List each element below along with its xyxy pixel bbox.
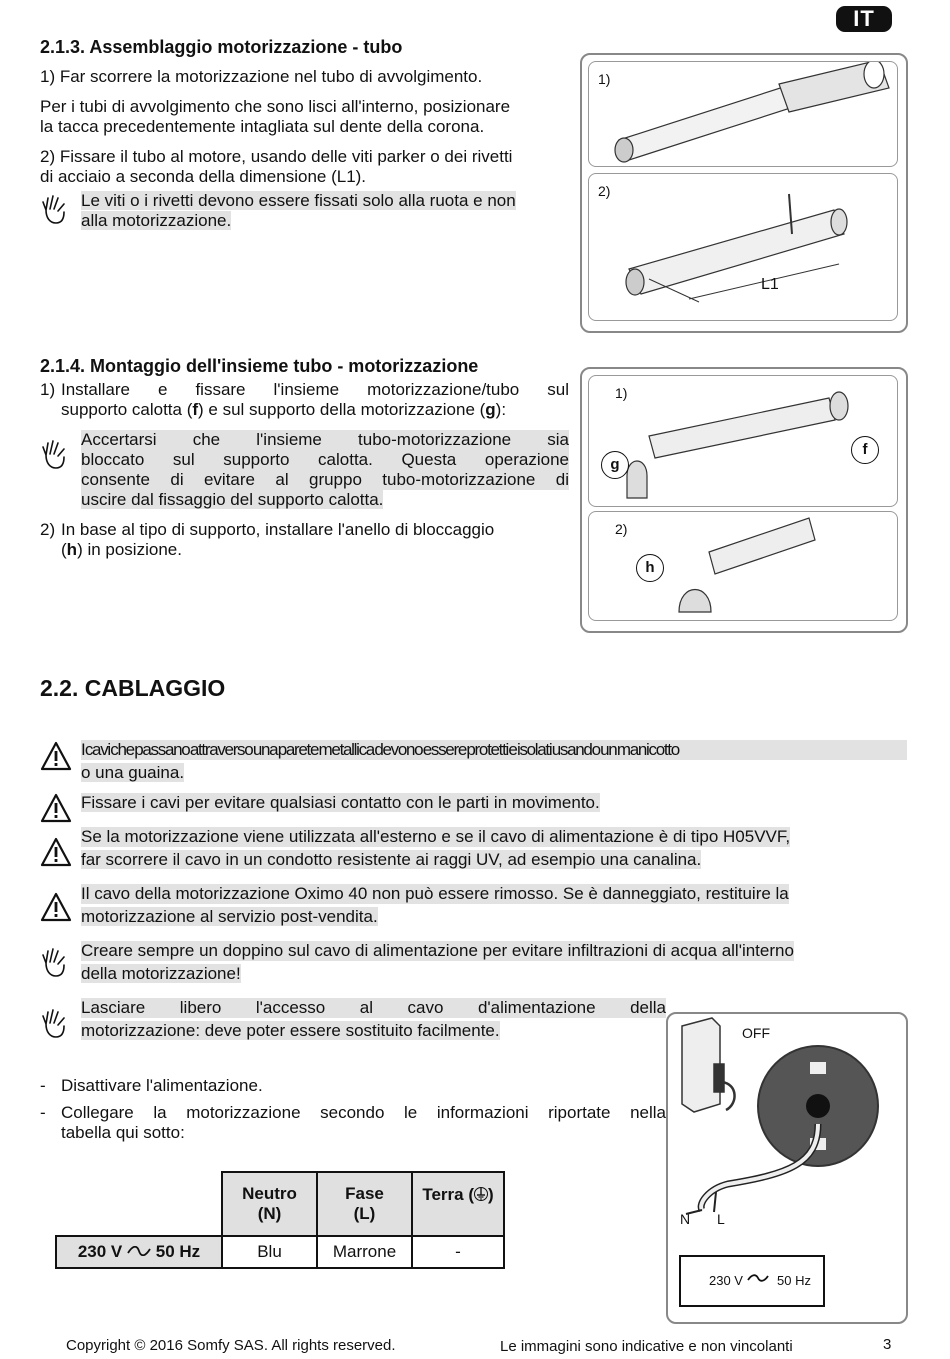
callout-f: f	[851, 436, 879, 464]
hand-icon	[40, 1006, 72, 1040]
tube-fixing-illustration	[589, 174, 897, 320]
paragraph: 1) Far scorrere la motorizzazione nel tubo di avvolgimento.	[40, 67, 483, 86]
note-text: della motorizzazione!	[81, 964, 241, 983]
dimension-label: L1	[761, 276, 779, 293]
warning-text: Il cavo della motorizzazione Oximo 40 non può essere rimosso. Se è danneggiato, restituire la	[81, 884, 789, 903]
section-title-2-1-3: 2.1.3. Assemblaggio motorizzazione - tubo	[40, 37, 403, 57]
callout-g: g	[601, 451, 629, 479]
warning-icon	[40, 892, 72, 922]
warning-text: motorizzazione al servizio post-vendita.	[81, 907, 378, 926]
table-header-fase: Fase (L)	[317, 1172, 412, 1236]
tube-insertion-illustration	[589, 62, 897, 166]
table-corner	[56, 1172, 222, 1236]
table-header-terra: Terra ( )	[412, 1172, 504, 1236]
wire-l-label: L	[717, 1211, 725, 1227]
note-text: bloccato sul supporto calotta. Questa operazione	[81, 450, 569, 469]
list-number: 1)	[40, 380, 56, 399]
figure-panel-step-2	[588, 173, 898, 321]
table-row-label: 230 V 50 Hz	[56, 1236, 222, 1268]
hand-icon	[40, 945, 72, 979]
footer-copyright: Copyright © 2016 Somfy SAS. All rights reserved.	[66, 1337, 396, 1354]
figure-panel-step-1	[588, 61, 898, 167]
note-text: uscire dal fissaggio del supporto calotta.	[81, 490, 384, 509]
note-text: motorizzazione: deve poter essere sostituito facilmente.	[81, 1021, 500, 1040]
figure-step-label: 2)	[598, 183, 611, 199]
note-text: Creare sempre un doppino sul cavo di alimentazione per evitare infiltrazioni di acqua all'interno	[81, 941, 794, 960]
warning-text: far scorrere il cavo in un condotto resistente ai raggi UV, ad esempio una canalina.	[81, 850, 702, 869]
note-text: Le viti o i rivetti devono essere fissati solo alla ruota e non	[81, 191, 516, 210]
figure-step-label: 1)	[615, 385, 628, 401]
section-title-2-2: 2.2. CABLAGGIO	[40, 675, 226, 701]
warning-icon	[40, 793, 72, 823]
list-item-text: supporto calotta (f) e sul supporto della motorizzazione (g):	[61, 400, 507, 419]
paragraph: 2) Fissare il tubo al motore, usando delle viti parker o dei rivetti	[40, 147, 513, 166]
warning-text: Se la motorizzazione viene utilizzata all'esterno e se il cavo di alimentazione è di tipo H05VVF,	[81, 827, 791, 846]
table-cell-terra: -	[412, 1236, 504, 1268]
wiring-table	[55, 1171, 505, 1269]
table-cell-neutro: Blu	[222, 1236, 317, 1268]
figure-step-label: 2)	[615, 521, 628, 537]
voltage-label: 230 V	[709, 1273, 743, 1288]
figure-off-label: OFF	[742, 1025, 770, 1041]
warning-icon	[40, 741, 72, 771]
language-badge: IT	[836, 6, 892, 32]
mounting-illustration	[589, 376, 897, 506]
figure-panel-step-1	[588, 375, 898, 507]
list-item-text: In base al tipo di supporto, installare l'anello di bloccaggio	[61, 520, 495, 539]
page-number: 3	[883, 1336, 892, 1353]
figure-tube-motor-mounting	[580, 367, 908, 633]
bullet-text: tabella qui sotto:	[61, 1123, 185, 1142]
wire-n-label: N	[680, 1211, 691, 1227]
warning-text: I cavi che passano attraverso una parete metallica devono essere protetti e isolati usando un manicotto	[81, 740, 907, 760]
figure-motor-tube-assembly	[580, 53, 908, 333]
warning-icon	[40, 837, 72, 867]
figure-panel-step-2	[588, 511, 898, 621]
footer-disclaimer: Le immagini sono indicative e non vincolanti	[500, 1338, 793, 1355]
paragraph: la tacca precedentemente intagliata sul dente della corona.	[40, 117, 485, 136]
figure-wiring	[666, 1012, 908, 1324]
list-item-text: Installare e fissare l'insieme motorizzazione/tubo sul	[61, 380, 569, 399]
bullet-dash: -	[40, 1076, 46, 1095]
ac-tilde-icon	[127, 1246, 151, 1256]
list-number: 2)	[40, 520, 56, 539]
note-text: alla motorizzazione.	[81, 211, 232, 230]
section-title-2-1-4: 2.1.4. Montaggio dell'insieme tubo - motorizzazione	[40, 356, 479, 376]
warning-text: o una guaina.	[81, 763, 185, 782]
frequency-label: 50 Hz	[777, 1273, 811, 1288]
table-header-neutro: Neutro (N)	[222, 1172, 317, 1236]
note-text: Lasciare libero l'accesso al cavo d'alimentazione della	[81, 998, 666, 1017]
callout-h: h	[636, 554, 664, 582]
figure-step-label: 1)	[598, 71, 611, 87]
table-cell-fase: Marrone	[317, 1236, 412, 1268]
hand-icon	[40, 437, 72, 471]
hand-icon	[40, 192, 72, 226]
bullet-dash: -	[40, 1103, 46, 1122]
list-item-text: (h) in posizione.	[61, 540, 182, 559]
warning-text: Fissare i cavi per evitare qualsiasi contatto con le parti in movimento.	[81, 793, 600, 812]
paragraph: Per i tubi di avvolgimento che sono lisci all'interno, posizionare	[40, 97, 511, 116]
note-text: consente di evitare al gruppo tubo-motorizzazione di	[81, 470, 569, 489]
paragraph: di acciaio a seconda della dimensione (L1).	[40, 167, 367, 186]
bullet-text: Disattivare l'alimentazione.	[61, 1076, 263, 1095]
ground-icon	[474, 1186, 488, 1202]
note-text: Accertarsi che l'insieme tubo-motorizzazione sia	[81, 430, 569, 449]
bullet-text: Collegare la motorizzazione secondo le informazioni riportate nella	[61, 1103, 666, 1122]
